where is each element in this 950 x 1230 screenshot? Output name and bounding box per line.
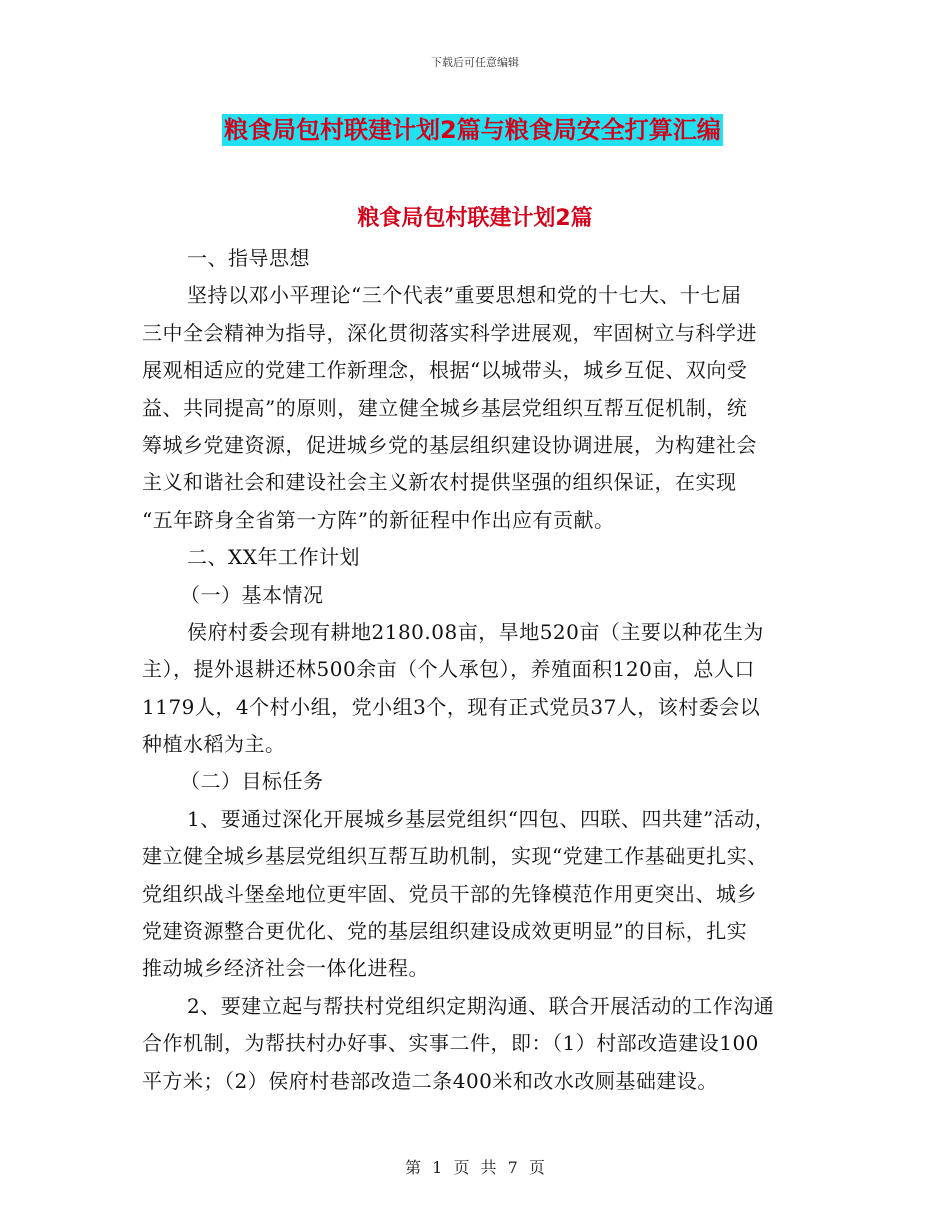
paragraph-line: 三中全会精神为指导，深化贯彻落实科学进展观，牢固树立与科学进 — [142, 320, 757, 345]
paragraph-line: 1179人，4个村小组，党小组3个，现有正式党员37人，该村委会以 — [142, 694, 761, 719]
document-sub-title: 粮食局包村联建计划2篇 — [357, 206, 593, 231]
paragraph-line: 侯府村委会现有耕地2180.08亩，旱地520亩（主要以种花生为 — [187, 619, 764, 644]
paragraph-line: 筹城乡党建资源，促进城乡党的基层组织建设协调进展，为构建社会 — [142, 432, 757, 457]
paragraph-line: 党组织战斗堡垒地位更牢固、党员干部的先锋模范作用更突出、城乡 — [142, 881, 757, 906]
paragraph-line: 1、要通过深化开展城乡基层党组织“四包、四联、四共建”活动， — [187, 806, 776, 831]
paragraph-line: 建立健全城乡基层党组织互帮互助机制，实现“党建工作基础更扎实、 — [142, 844, 768, 869]
paragraph-line: 主义和谐社会和建设社会主义新农村提供坚强的组织保证，在实现 — [142, 470, 737, 495]
download-note: 下载后可任意编辑 — [431, 56, 519, 69]
paragraph-line: “五年跻身全省第一方阵”的新征程中作出应有贡献。 — [142, 507, 615, 532]
paragraph-line: 种植水稻为主。 — [142, 732, 286, 757]
subsection-heading: （二）目标任务 — [180, 769, 324, 794]
paragraph-line: 合作机制，为帮扶村办好事、实事二件，即：（1）村部改造建设100 — [142, 1031, 759, 1056]
paragraph-line: 平方米；（2）侯府村巷部改造二条400米和改水改厕基础建设。 — [142, 1068, 718, 1093]
paragraph-line: 坚持以邓小平理论“三个代表”重要思想和党的十七大、十七届 — [187, 283, 742, 308]
document-body — [142, 222, 817, 1100]
document-main-title: 粮食局包村联建计划2篇与粮食局安全打算汇编 — [224, 116, 721, 144]
paragraph-line: 党建资源整合更优化、党的基层组织建设成效更明显”的目标，扎实 — [142, 919, 748, 944]
paragraph-line: 展观相适应的党建工作新理念，根据“以城带头，城乡互促、双向受 — [142, 358, 748, 383]
paragraph-line: 益、共同提高”的原则，建立健全城乡基层党组织互帮互促机制，统 — [142, 395, 748, 420]
section-heading: 二、XX年工作计划 — [187, 545, 360, 570]
paragraph-line: 主），提外退耕还林500余亩（个人承包），养殖面积120亩，总人口 — [142, 657, 755, 682]
page-number: 第 1 页 共 7 页 — [405, 1158, 545, 1177]
subsection-heading: （一）基本情况 — [180, 582, 324, 607]
paragraph-line: 推动城乡经济社会一体化进程。 — [142, 956, 429, 981]
section-heading: 一、指导思想 — [187, 246, 310, 270]
paragraph-line: 2、要建立起与帮扶村党组织定期沟通、联合开展活动的工作沟通 — [187, 993, 775, 1018]
